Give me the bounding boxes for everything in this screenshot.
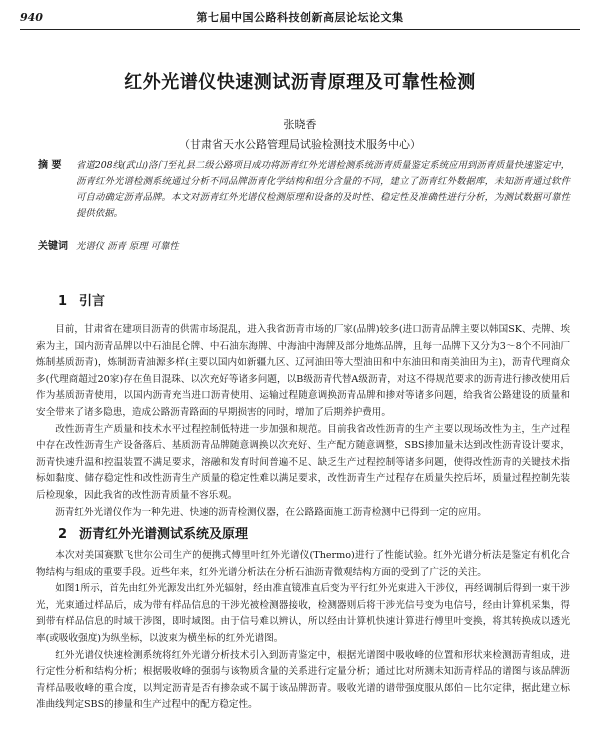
author: 张晓香 xyxy=(283,118,317,131)
abstract xyxy=(38,158,570,222)
running-title: 第七届中国公路科技创新高层论坛论文集 xyxy=(196,11,404,24)
section-heading-2 xyxy=(58,523,248,542)
section-title: 引言 xyxy=(79,294,106,309)
abstract-label: 摘 要 xyxy=(38,160,62,171)
section-body-1 xyxy=(36,322,570,521)
keywords-label: 关键词 xyxy=(38,241,68,252)
page-number: 940 xyxy=(20,11,43,24)
paragraph: 红外光谱仪快速检测系统将红外光谱分析技术引入到沥青鉴定中，根据光谱图中吸收峰的位置和形状来检测沥青组成，进行定性分析和结构分析；根据吸收峰的强弱与该物质含量的关系进行定量分析；通过比对所测未知沥青样品的谱图与该品牌沥青样品吸收峰的重合度，以判定沥青是否有掺杂或不属于该品牌沥青。吸收光谱的谱带强度服从郎伯－比尔定律，据此建立标准曲线判定SBS的掺量和生产过程中的配方稳定性。 xyxy=(36,649,570,711)
section-body-2 xyxy=(36,548,570,714)
affiliation: （甘肃省天水公路管理局试验检测技术服务中心） xyxy=(179,138,421,151)
section-number: 1 xyxy=(58,294,68,309)
section-title: 沥青红外光谱测试系统及原理 xyxy=(79,527,249,542)
header-rule xyxy=(20,29,580,30)
section-number: 2 xyxy=(58,527,68,542)
paper-title: 红外光谱仪快速测试沥青原理及可靠性检测 xyxy=(124,72,476,93)
abstract-text: 省道208线(武山)洛门至礼县二级公路项目成功将沥青红外光谱检测系统沥青质量鉴定系统应用到沥青质量快速鉴定中，沥青红外光谱检测系统通过分析不同品牌沥青化学结构和组分含量的不同，建立了沥青红外数据库，未知沥青通过软件可自动确定沥青品牌。本文对沥青红外光谱仪检测原理和设备的及时性、稳定性及准确性进行分析，为测试数据可靠性提供依据。 xyxy=(76,160,570,219)
paragraph: 本次对美国赛默飞世尔公司生产的便携式傅里叶红外光谱仪(Thermo)进行了性能试验。红外光谱分析法是鉴定有机化合物结构与组成的重要手段。近些年来，红外光谱分析法在分析石油沥青微观结构方面的受到了广泛的关注。 xyxy=(36,550,570,578)
paragraph: 如图1所示，首先由红外光源发出红外光辐射，经由准直镜准直后变为平行红外光束进入干涉仪，再经调制后得到一束干涉光，光束通过样品后，成为带有样品信息的干涉光被检测器接收，检测器则后将干涉光信号变为电信号，经由计算机采集，得到带有样品信息的时域干涉图，即时域图。由于信号难以辨认，所以经由计算机快速计算进行傅里叶变换，将其转换成以透光率(或吸收强度)为纵坐标，以波束为横坐标的红外光谱图。 xyxy=(36,583,570,644)
section-heading-1 xyxy=(58,290,105,309)
paragraph: 改性沥青生产质量和技术水平过程控制低特进一步加强和规范。目前我省改性沥青的生产主要以现场改性为主，生产过程中存在改性沥青生产设备落后、基质沥青品牌随意调换以次充好、生产配方随意调整，SBS掺加量未达到改性沥青设计要求，沥青快速升温和控温装置不满足要求，溶融和发育时间普遍不足、缺乏生产过程控制等诸多问题，使得改性沥青的关键技术指标如黏度、储存稳定性和改性沥青生产质量的稳定性难以满足要求，改性沥青生产过程存在质量失控后坏，质量过程控制先装后检现象，因此我省的改性沥青质量不容乐观。 xyxy=(36,423,570,501)
page-header xyxy=(20,8,580,28)
paragraph: 沥青红外光谱仪作为一种先进、快速的沥青检测仪器，在公路路面施工沥青检测中已得到一定的应用。 xyxy=(55,506,487,518)
keywords xyxy=(38,240,570,254)
keywords-text: 光谱仪 沥青 原理 可靠性 xyxy=(76,241,179,252)
paragraph: 目前，甘肃省在建项目沥青的供需市场混乱，进入我省沥青市场的厂家(品牌)较多(进口沥青品牌主要以韩国SK、壳牌、埃索为主，国内沥青品牌以中石油昆仑牌、中石油东海牌、中海油中海牌及部分地炼品牌，且每一品牌下又分为3～8个不同油厂炼制基质沥青)，炼制沥青油源多样(主要以国内如新疆九区、辽河油田等大型油田和中东油田和南美油田为主)，沥青代理商众多(代理商超过20家)存在鱼目混珠、以次充好等诸多问题，以B级沥青代替A级沥青，对这不得规范要求的沥青进行掺改使用后作为基质沥青使用，以国内沥青充当进口沥青使用、运输过程随意调换沥青品牌和掺对等诸多问题，给我省公路建设的质量和安全带来了诸多隐患，造成公路沥青路面的早期损害的同时，增加了后期养护费用。 xyxy=(36,324,570,418)
